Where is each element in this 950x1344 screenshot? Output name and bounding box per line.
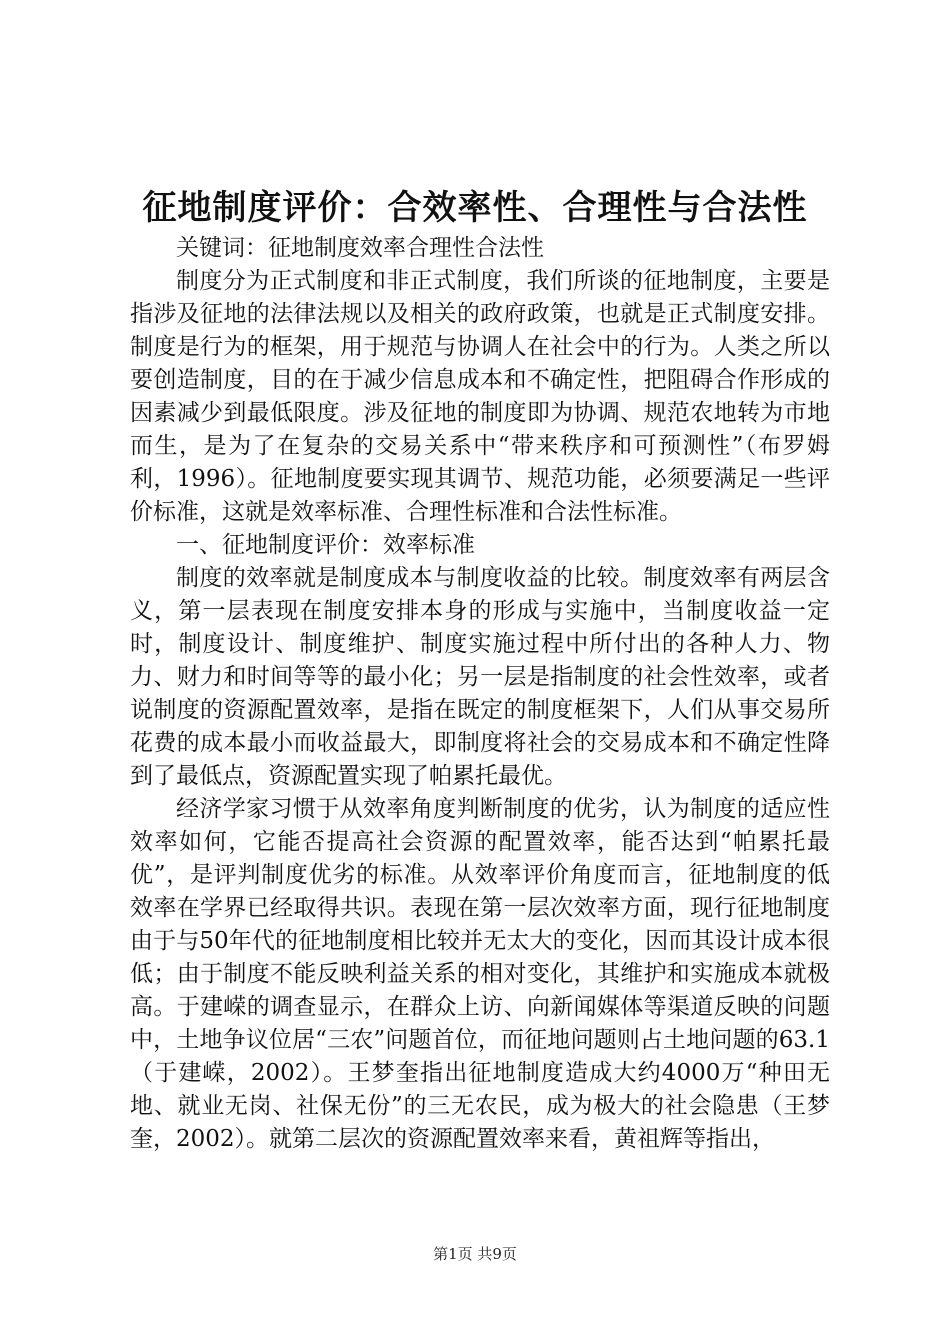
section-heading: 一、征地制度评价：效率标准 [176, 532, 475, 558]
keywords-line: 关键词：征地制度效率合理性合法性 [176, 235, 544, 261]
page-number-footer: 第1页 共9页 [433, 1245, 517, 1263]
document-body [130, 232, 830, 1156]
document-title: 征地制度评价：合效率性、合理性与合法性 [142, 188, 808, 228]
paragraph-intro: 制度分为正式制度和非正式制度，我们所谈的征地制度，主要是指涉及征地的法律法规以及相关的政府政策，也就是正式制度安排。制度是行为的框架，用于规范与协调人在社会中的行为。人类之所以要创造制度，目的在于减少信息成本和不确定性，把阻碍合作形成的因素减少到最低限度。涉及征地的制度即为协调、规范农地转为市地而生，是为了在复杂的交易关系中“带来秩序和可预测性”（布罗姆利，1996）。征地制度要实现其调节、规范功能，必须要满足一些评价标准，这就是效率标准、合理性标准和合法性标准。 [130, 268, 830, 525]
paragraph-efficiency-definition: 制度的效率就是制度成本与制度收益的比较。制度效率有两层含义，第一层表现在制度安排本身的形成与实施中，当制度收益一定时，制度设计、制度维护、制度实施过程中所付出的各种人力、物力、财力和时间等等的最小化；另一层是指制度的社会性效率，或者说制度的资源配置效率，是指在既定的制度框架下，人们从事交易所花费的成本最小而收益最大，即制度将社会的交易成本和不确定性降到了最低点，资源配置实现了帕累托最优。 [130, 565, 830, 789]
paragraph-economists-view: 经济学家习惯于从效率角度判断制度的优劣，认为制度的适应性效率如何，它能否提高社会资源的配置效率，能否达到“帕累托最优”，是评判制度优劣的标准。从效率评价角度而言，征地制度的低效率在学界已经取得共识。表现在第一层次效率方面，现行征地制度由于与50年代的征地制度相比较并无太大的变化，因而其设计成本很低；由于制度不能反映利益关系的相对变化，其维护和实施成本就极高。于建嵘的调查显示，在群众上访、向新闻媒体等渠道反映的问题中，土地争议位居“三农”问题首位，而征地问题则占土地问题的63.1（于建嵘，2002）。王梦奎指出征地制度造成大约4000万“种田无地、就业无岗、社保无份”的三无农民，成为极大的社会隐患（王梦奎，2002）。就第二层次的资源配置效率来看，黄祖辉等指出， [130, 796, 830, 1152]
